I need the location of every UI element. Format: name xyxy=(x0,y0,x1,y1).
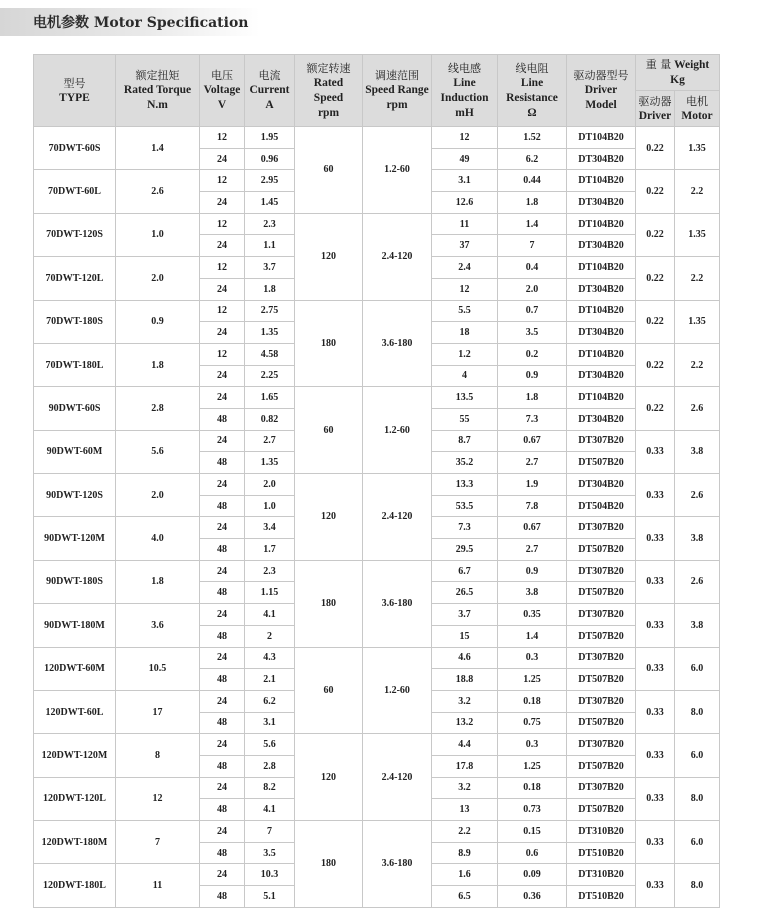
voltage: 12 xyxy=(200,257,245,279)
weight-driver: 0.33 xyxy=(636,560,675,603)
header-line-resistance: 线电阻 Line Resistance Ω xyxy=(498,55,567,127)
weight-driver: 0.22 xyxy=(636,213,675,256)
motor-type: 120DWT-180M xyxy=(34,821,116,864)
voltage: 48 xyxy=(200,452,245,474)
weight-driver: 0.33 xyxy=(636,647,675,690)
current: 1.7 xyxy=(245,539,295,561)
current: 2.1 xyxy=(245,669,295,691)
speed-range: 1.2-60 xyxy=(363,387,432,474)
voltage: 48 xyxy=(200,712,245,734)
current: 0.82 xyxy=(245,408,295,430)
weight-driver: 0.22 xyxy=(636,257,675,300)
table-body xyxy=(34,127,720,908)
weight-motor: 3.8 xyxy=(675,604,720,647)
line-induction: 13.2 xyxy=(432,712,498,734)
driver-model: DT304B20 xyxy=(567,235,636,257)
motor-type: 90DWT-120S xyxy=(34,474,116,517)
motor-type: 120DWT-120M xyxy=(34,734,116,777)
rated-torque: 5.6 xyxy=(116,430,200,473)
weight-driver: 0.33 xyxy=(636,517,675,560)
line-resistance: 0.15 xyxy=(498,821,567,843)
line-induction: 11 xyxy=(432,213,498,235)
current: 1.35 xyxy=(245,322,295,344)
line-induction: 3.2 xyxy=(432,690,498,712)
table-header xyxy=(34,55,720,127)
weight-driver: 0.33 xyxy=(636,734,675,777)
current: 4.58 xyxy=(245,343,295,365)
line-induction: 12 xyxy=(432,127,498,149)
line-resistance: 0.44 xyxy=(498,170,567,192)
line-induction: 18.8 xyxy=(432,669,498,691)
current: 2.8 xyxy=(245,755,295,777)
driver-model: DT307B20 xyxy=(567,777,636,799)
voltage: 48 xyxy=(200,408,245,430)
motor-type: 70DWT-180S xyxy=(34,300,116,343)
driver-model: DT507B20 xyxy=(567,582,636,604)
speed-range: 3.6-180 xyxy=(363,821,432,908)
current: 2.25 xyxy=(245,365,295,387)
current: 2 xyxy=(245,625,295,647)
voltage: 24 xyxy=(200,365,245,387)
driver-model: DT307B20 xyxy=(567,430,636,452)
driver-model: DT507B20 xyxy=(567,452,636,474)
weight-motor: 1.35 xyxy=(675,127,720,170)
weight-motor: 1.35 xyxy=(675,300,720,343)
rated-torque: 10.5 xyxy=(116,647,200,690)
weight-motor: 2.6 xyxy=(675,560,720,603)
driver-model: DT507B20 xyxy=(567,799,636,821)
current: 0.96 xyxy=(245,148,295,170)
current: 1.45 xyxy=(245,192,295,214)
rated-torque: 1.4 xyxy=(116,127,200,170)
weight-motor: 8.0 xyxy=(675,690,720,733)
voltage: 24 xyxy=(200,734,245,756)
voltage: 24 xyxy=(200,777,245,799)
line-induction: 29.5 xyxy=(432,539,498,561)
driver-model: DT507B20 xyxy=(567,539,636,561)
rated-torque: 1.8 xyxy=(116,560,200,603)
driver-model: DT104B20 xyxy=(567,343,636,365)
line-resistance: 1.4 xyxy=(498,625,567,647)
line-induction: 6.5 xyxy=(432,886,498,908)
driver-model: DT104B20 xyxy=(567,127,636,149)
current: 4.3 xyxy=(245,647,295,669)
line-resistance: 1.8 xyxy=(498,387,567,409)
weight-motor: 3.8 xyxy=(675,430,720,473)
line-resistance: 0.3 xyxy=(498,734,567,756)
line-resistance: 2.7 xyxy=(498,452,567,474)
line-induction: 37 xyxy=(432,235,498,257)
line-induction: 8.9 xyxy=(432,842,498,864)
current: 1.1 xyxy=(245,235,295,257)
current: 7 xyxy=(245,821,295,843)
current: 1.0 xyxy=(245,495,295,517)
line-induction: 53.5 xyxy=(432,495,498,517)
motor-type: 70DWT-180L xyxy=(34,343,116,386)
rated-speed: 120 xyxy=(295,474,363,561)
weight-driver: 0.33 xyxy=(636,821,675,864)
voltage: 24 xyxy=(200,278,245,300)
line-induction: 4.6 xyxy=(432,647,498,669)
voltage: 48 xyxy=(200,842,245,864)
driver-model: DT104B20 xyxy=(567,257,636,279)
current: 1.15 xyxy=(245,582,295,604)
current: 1.8 xyxy=(245,278,295,300)
line-resistance: 1.52 xyxy=(498,127,567,149)
line-resistance: 7.8 xyxy=(498,495,567,517)
line-resistance: 0.67 xyxy=(498,517,567,539)
current: 5.6 xyxy=(245,734,295,756)
motor-type: 120DWT-180L xyxy=(34,864,116,907)
current: 1.95 xyxy=(245,127,295,149)
driver-model: DT104B20 xyxy=(567,170,636,192)
header-weight: 重 量 Weight Kg xyxy=(636,55,720,91)
weight-driver: 0.33 xyxy=(636,690,675,733)
line-induction: 26.5 xyxy=(432,582,498,604)
driver-model: DT104B20 xyxy=(567,213,636,235)
weight-motor: 2.2 xyxy=(675,170,720,213)
driver-model: DT510B20 xyxy=(567,886,636,908)
weight-motor: 2.6 xyxy=(675,474,720,517)
voltage: 48 xyxy=(200,539,245,561)
line-resistance: 7 xyxy=(498,235,567,257)
line-resistance: 0.7 xyxy=(498,300,567,322)
rated-torque: 2.6 xyxy=(116,170,200,213)
current: 2.75 xyxy=(245,300,295,322)
weight-motor: 6.0 xyxy=(675,647,720,690)
line-resistance: 1.25 xyxy=(498,755,567,777)
header-speed-range: 调速范围 Speed Range rpm xyxy=(363,55,432,127)
table-row xyxy=(34,560,720,582)
voltage: 24 xyxy=(200,690,245,712)
rated-speed: 180 xyxy=(295,821,363,908)
motor-type: 90DWT-60S xyxy=(34,387,116,430)
voltage: 24 xyxy=(200,148,245,170)
line-resistance: 6.2 xyxy=(498,148,567,170)
line-resistance: 1.9 xyxy=(498,474,567,496)
line-induction: 4 xyxy=(432,365,498,387)
current: 8.2 xyxy=(245,777,295,799)
line-resistance: 0.18 xyxy=(498,777,567,799)
line-resistance: 0.3 xyxy=(498,647,567,669)
motor-spec-table xyxy=(33,54,720,908)
driver-model: DT310B20 xyxy=(567,821,636,843)
driver-model: DT304B20 xyxy=(567,474,636,496)
header-type: 型号 TYPE xyxy=(34,55,116,127)
weight-motor: 2.2 xyxy=(675,257,720,300)
line-induction: 3.2 xyxy=(432,777,498,799)
voltage: 12 xyxy=(200,127,245,149)
current: 1.65 xyxy=(245,387,295,409)
line-resistance: 2.0 xyxy=(498,278,567,300)
current: 3.1 xyxy=(245,712,295,734)
current: 2.3 xyxy=(245,560,295,582)
voltage: 12 xyxy=(200,170,245,192)
driver-model: DT304B20 xyxy=(567,148,636,170)
rated-torque: 2.0 xyxy=(116,257,200,300)
line-induction: 6.7 xyxy=(432,560,498,582)
weight-motor: 6.0 xyxy=(675,734,720,777)
line-resistance: 0.18 xyxy=(498,690,567,712)
line-induction: 5.5 xyxy=(432,300,498,322)
table-row xyxy=(34,387,720,409)
rated-torque: 7 xyxy=(116,821,200,864)
line-resistance: 1.4 xyxy=(498,213,567,235)
line-resistance: 1.25 xyxy=(498,669,567,691)
driver-model: DT510B20 xyxy=(567,842,636,864)
line-resistance: 2.7 xyxy=(498,539,567,561)
line-induction: 2.2 xyxy=(432,821,498,843)
rated-torque: 3.6 xyxy=(116,604,200,647)
voltage: 12 xyxy=(200,213,245,235)
driver-model: DT304B20 xyxy=(567,408,636,430)
table-row xyxy=(34,213,720,235)
table-row xyxy=(34,474,720,496)
line-induction: 1.2 xyxy=(432,343,498,365)
voltage: 24 xyxy=(200,821,245,843)
driver-model: DT507B20 xyxy=(567,625,636,647)
line-resistance: 1.8 xyxy=(498,192,567,214)
line-resistance: 0.2 xyxy=(498,343,567,365)
rated-torque: 2.8 xyxy=(116,387,200,430)
motor-type: 70DWT-120L xyxy=(34,257,116,300)
rated-speed: 60 xyxy=(295,127,363,214)
weight-motor: 3.8 xyxy=(675,517,720,560)
line-resistance: 0.9 xyxy=(498,560,567,582)
rated-speed: 120 xyxy=(295,734,363,821)
line-induction: 2.4 xyxy=(432,257,498,279)
voltage: 24 xyxy=(200,192,245,214)
rated-speed: 60 xyxy=(295,387,363,474)
line-induction: 13 xyxy=(432,799,498,821)
line-resistance: 0.09 xyxy=(498,864,567,886)
driver-model: DT104B20 xyxy=(567,387,636,409)
voltage: 48 xyxy=(200,755,245,777)
weight-motor: 8.0 xyxy=(675,777,720,820)
current: 2.7 xyxy=(245,430,295,452)
page-title: 电机参数 Motor Specification xyxy=(33,15,249,31)
current: 2.0 xyxy=(245,474,295,496)
current: 3.5 xyxy=(245,842,295,864)
motor-type: 70DWT-120S xyxy=(34,213,116,256)
current: 4.1 xyxy=(245,799,295,821)
voltage: 24 xyxy=(200,560,245,582)
line-resistance: 0.9 xyxy=(498,365,567,387)
weight-motor: 2.2 xyxy=(675,343,720,386)
voltage: 48 xyxy=(200,886,245,908)
line-induction: 3.1 xyxy=(432,170,498,192)
driver-model: DT310B20 xyxy=(567,864,636,886)
motor-type: 70DWT-60S xyxy=(34,127,116,170)
voltage: 24 xyxy=(200,647,245,669)
weight-driver: 0.33 xyxy=(636,474,675,517)
driver-model: DT507B20 xyxy=(567,712,636,734)
weight-motor: 1.35 xyxy=(675,213,720,256)
voltage: 24 xyxy=(200,474,245,496)
line-induction: 18 xyxy=(432,322,498,344)
line-resistance: 7.3 xyxy=(498,408,567,430)
header-voltage: 电压 Voltage V xyxy=(200,55,245,127)
voltage: 24 xyxy=(200,235,245,257)
current: 2.95 xyxy=(245,170,295,192)
weight-driver: 0.33 xyxy=(636,777,675,820)
rated-torque: 17 xyxy=(116,690,200,733)
rated-speed: 180 xyxy=(295,560,363,647)
line-induction: 4.4 xyxy=(432,734,498,756)
voltage: 48 xyxy=(200,799,245,821)
weight-driver: 0.22 xyxy=(636,387,675,430)
line-resistance: 0.73 xyxy=(498,799,567,821)
voltage: 12 xyxy=(200,300,245,322)
motor-type: 120DWT-120L xyxy=(34,777,116,820)
motor-type: 120DWT-60M xyxy=(34,647,116,690)
line-resistance: 3.5 xyxy=(498,322,567,344)
line-induction: 12 xyxy=(432,278,498,300)
line-induction: 8.7 xyxy=(432,430,498,452)
rated-torque: 4.0 xyxy=(116,517,200,560)
line-induction: 55 xyxy=(432,408,498,430)
voltage: 24 xyxy=(200,430,245,452)
current: 4.1 xyxy=(245,604,295,626)
driver-model: DT307B20 xyxy=(567,734,636,756)
header-line-induction: 线电感 Line Induction mH xyxy=(432,55,498,127)
speed-range: 1.2-60 xyxy=(363,647,432,734)
speed-range: 3.6-180 xyxy=(363,560,432,647)
current: 5.1 xyxy=(245,886,295,908)
line-induction: 13.5 xyxy=(432,387,498,409)
voltage: 48 xyxy=(200,669,245,691)
rated-speed: 180 xyxy=(295,300,363,387)
driver-model: DT104B20 xyxy=(567,300,636,322)
line-induction: 15 xyxy=(432,625,498,647)
current: 3.7 xyxy=(245,257,295,279)
current: 10.3 xyxy=(245,864,295,886)
driver-model: DT307B20 xyxy=(567,690,636,712)
weight-motor: 2.6 xyxy=(675,387,720,430)
table-row xyxy=(34,647,720,669)
voltage: 48 xyxy=(200,582,245,604)
table-row xyxy=(34,821,720,843)
line-induction: 49 xyxy=(432,148,498,170)
motor-type: 90DWT-180S xyxy=(34,560,116,603)
line-resistance: 0.75 xyxy=(498,712,567,734)
weight-motor: 6.0 xyxy=(675,821,720,864)
header-rated-speed: 额定转速 Rated Speed rpm xyxy=(295,55,363,127)
weight-motor: 8.0 xyxy=(675,864,720,907)
rated-speed: 120 xyxy=(295,213,363,300)
rated-torque: 8 xyxy=(116,734,200,777)
motor-type: 90DWT-60M xyxy=(34,430,116,473)
weight-driver: 0.22 xyxy=(636,127,675,170)
voltage: 24 xyxy=(200,322,245,344)
motor-type: 90DWT-180M xyxy=(34,604,116,647)
table-row xyxy=(34,127,720,149)
voltage: 24 xyxy=(200,604,245,626)
weight-driver: 0.33 xyxy=(636,864,675,907)
current: 2.3 xyxy=(245,213,295,235)
header-rated-torque: 额定扭矩 Rated Torque N.m xyxy=(116,55,200,127)
current: 1.35 xyxy=(245,452,295,474)
driver-model: DT507B20 xyxy=(567,669,636,691)
rated-speed: 60 xyxy=(295,647,363,734)
voltage: 24 xyxy=(200,517,245,539)
weight-driver: 0.22 xyxy=(636,343,675,386)
driver-model: DT307B20 xyxy=(567,647,636,669)
speed-range: 3.6-180 xyxy=(363,300,432,387)
motor-type: 70DWT-60L xyxy=(34,170,116,213)
rated-torque: 2.0 xyxy=(116,474,200,517)
driver-model: DT304B20 xyxy=(567,278,636,300)
table-row xyxy=(34,734,720,756)
line-resistance: 0.4 xyxy=(498,257,567,279)
line-resistance: 0.36 xyxy=(498,886,567,908)
speed-range: 1.2-60 xyxy=(363,127,432,214)
weight-driver: 0.33 xyxy=(636,604,675,647)
voltage: 24 xyxy=(200,387,245,409)
voltage: 48 xyxy=(200,495,245,517)
motor-type: 120DWT-60L xyxy=(34,690,116,733)
voltage: 24 xyxy=(200,864,245,886)
rated-torque: 1.0 xyxy=(116,213,200,256)
line-induction: 35.2 xyxy=(432,452,498,474)
driver-model: DT307B20 xyxy=(567,517,636,539)
rated-torque: 1.8 xyxy=(116,343,200,386)
rated-torque: 12 xyxy=(116,777,200,820)
motor-type: 90DWT-120M xyxy=(34,517,116,560)
driver-model: DT304B20 xyxy=(567,365,636,387)
speed-range: 2.4-120 xyxy=(363,734,432,821)
driver-model: DT304B20 xyxy=(567,192,636,214)
rated-torque: 0.9 xyxy=(116,300,200,343)
line-induction: 17.8 xyxy=(432,755,498,777)
line-induction: 13.3 xyxy=(432,474,498,496)
table-row xyxy=(34,300,720,322)
weight-driver: 0.33 xyxy=(636,430,675,473)
line-resistance: 0.67 xyxy=(498,430,567,452)
rated-torque: 11 xyxy=(116,864,200,907)
voltage: 48 xyxy=(200,625,245,647)
header-weight-driver: 驱动器 Driver xyxy=(636,91,675,127)
speed-range: 2.4-120 xyxy=(363,213,432,300)
line-resistance: 0.35 xyxy=(498,604,567,626)
voltage: 12 xyxy=(200,343,245,365)
driver-model: DT304B20 xyxy=(567,322,636,344)
header-driver-model: 驱动器型号 Driver Model xyxy=(567,55,636,127)
current: 6.2 xyxy=(245,690,295,712)
driver-model: DT507B20 xyxy=(567,755,636,777)
header-weight-motor: 电机 Motor xyxy=(675,91,720,127)
header-current: 电流 Current A xyxy=(245,55,295,127)
line-induction: 12.6 xyxy=(432,192,498,214)
weight-driver: 0.22 xyxy=(636,170,675,213)
driver-model: DT504B20 xyxy=(567,495,636,517)
line-induction: 7.3 xyxy=(432,517,498,539)
driver-model: DT307B20 xyxy=(567,560,636,582)
line-resistance: 3.8 xyxy=(498,582,567,604)
current: 3.4 xyxy=(245,517,295,539)
speed-range: 2.4-120 xyxy=(363,474,432,561)
weight-driver: 0.22 xyxy=(636,300,675,343)
line-induction: 1.6 xyxy=(432,864,498,886)
line-induction: 3.7 xyxy=(432,604,498,626)
line-resistance: 0.6 xyxy=(498,842,567,864)
driver-model: DT307B20 xyxy=(567,604,636,626)
